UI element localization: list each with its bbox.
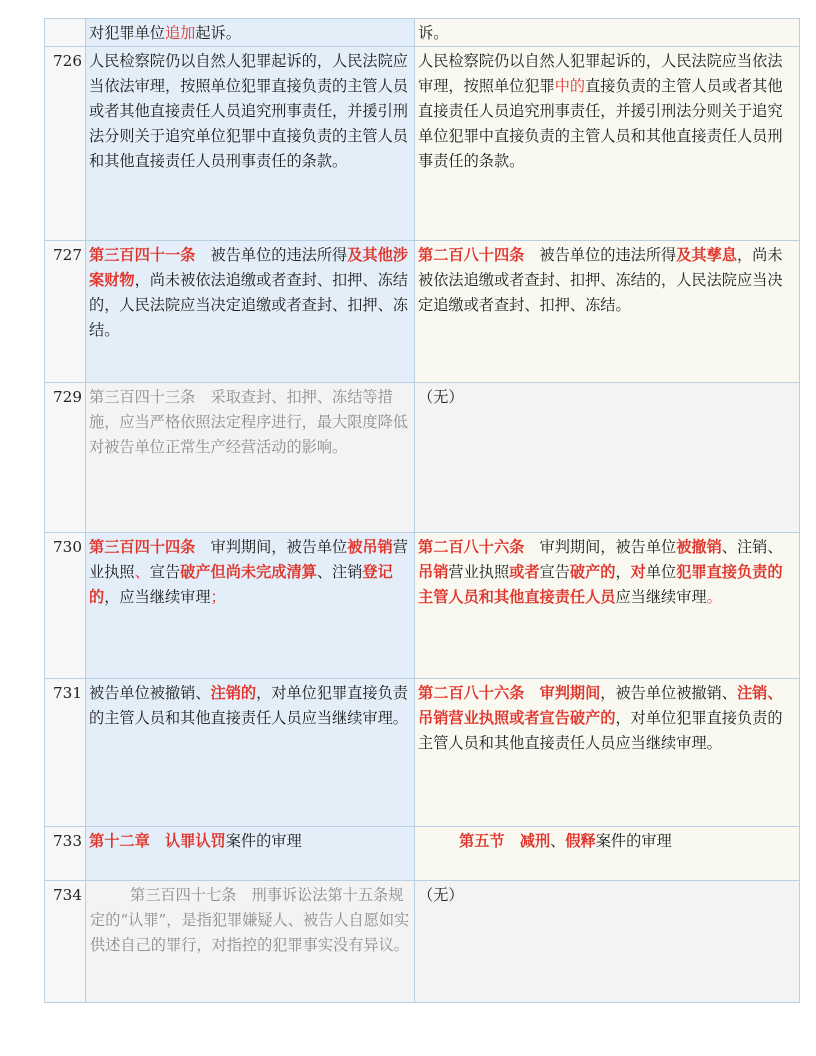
text-segment: 被撤销 xyxy=(676,538,722,556)
text-segment: 第二百八十六条 xyxy=(418,538,525,556)
text-segment: 人民检察院仍以自然人犯罪起诉的，人民法院应当依法审理，按照单位犯罪直接负责的主管人员或者其他直接责任人员追究刑事责任，并援引刑法分则关于追究单位犯罪中直接负责的主管人员和其他直接责任人员刑事责任的条款。 xyxy=(89,52,408,170)
row-number: 734 xyxy=(45,881,86,1003)
text-segment: ，对单位犯罪直接负责的主管人员和其他直接责任人员应当继续审理。 xyxy=(418,709,783,752)
text-segment: 中的 xyxy=(554,77,586,95)
text-segment: 登记的 xyxy=(89,563,393,606)
text-segment: 案件的审理 xyxy=(595,832,672,850)
text-segment: 第五节 减刑 xyxy=(459,832,551,850)
new-rule-cell xyxy=(86,533,415,679)
table-row xyxy=(45,241,800,383)
row-number: 727 xyxy=(45,241,86,383)
text-segment: 。 xyxy=(706,588,722,606)
table-row xyxy=(45,533,800,679)
text-segment: 假释 xyxy=(565,832,596,850)
text-segment: 起诉。 xyxy=(195,24,241,42)
text-segment: 营业执照 xyxy=(89,538,408,581)
text-segment: 第三百四十七条 刑事诉讼法第十五条规定的“认罪”，是指犯罪嫌疑人、被告人自愿如实供述自己的罪行，对指控的犯罪事实没有异议。 xyxy=(90,886,410,954)
text-segment: 单位 xyxy=(645,563,677,581)
old-rule-cell xyxy=(415,533,800,679)
text-segment: 营业执照 xyxy=(448,563,510,581)
text-segment: 追加 xyxy=(164,24,196,42)
text-segment: 及其孳息 xyxy=(676,246,737,264)
old-rule-cell xyxy=(415,679,800,827)
text-segment: 、 xyxy=(134,563,150,581)
text-segment: （无） xyxy=(418,388,464,406)
text-segment: 、注销、 xyxy=(721,538,783,556)
new-rule-cell xyxy=(86,881,415,1003)
text-segment: ，对单位犯罪直接负责的主管人员和其他直接责任人员应当继续审理。 xyxy=(89,684,408,727)
text-segment: 被吊销 xyxy=(347,538,393,556)
text-segment: 第三百四十三条 采取查封、扣押、冻结等措施，应当严格依照法定程序进行，最大限度降低对被告单位正常生产经营活动的影响。 xyxy=(89,388,408,456)
old-rule-cell xyxy=(415,241,800,383)
text-segment: 破产的 xyxy=(569,563,616,581)
text-segment: 对 xyxy=(630,563,646,581)
new-rule-cell xyxy=(86,19,415,47)
text-segment: ， xyxy=(615,563,631,581)
table-row xyxy=(45,47,800,241)
text-segment: 注销、吊销营业执照或者宣告破产的 xyxy=(418,684,783,727)
old-rule-cell xyxy=(415,19,800,47)
table-row xyxy=(45,679,800,827)
row-number xyxy=(45,19,86,47)
text-segment: 或者 xyxy=(509,563,540,581)
text-segment: 、注销 xyxy=(316,563,363,581)
text-segment: 被告单位被撤销、 xyxy=(89,684,211,702)
text-segment: 人民检察院仍以自然人犯罪起诉的，人民法院应当依法审理，按照单位犯罪 xyxy=(418,52,783,95)
text-segment: 直接负责的主管人员或者其他直接责任人员追究刑事责任，并援引刑法分则关于追究单位犯罪中直接负责的主管人员和其他直接责任人员刑事责任的条款。 xyxy=(418,77,783,170)
table-body xyxy=(45,19,800,1003)
text-segment: 第三百四十四条 xyxy=(89,538,196,556)
text-segment: 吊销 xyxy=(418,563,449,581)
text-segment: 第三百四十一条 xyxy=(89,246,196,264)
old-rule-cell xyxy=(415,881,800,1003)
text-segment: 诉。 xyxy=(418,24,449,42)
new-rule-cell xyxy=(86,47,415,241)
row-number: 731 xyxy=(45,679,86,827)
text-segment: 第二百八十四条 xyxy=(418,246,525,264)
row-number: 726 xyxy=(45,47,86,241)
text-segment: 应当继续审理 xyxy=(615,588,707,606)
table-row xyxy=(45,383,800,533)
text-segment: 注销的 xyxy=(210,684,257,702)
text-segment: 案件的审理 xyxy=(225,832,302,850)
text-segment: 审判期间，被告单位 xyxy=(524,538,677,556)
text-segment: ，尚未被依法追缴或者查封、扣押、冻结的，人民法院应当决定追缴或者查封、扣押、冻结。 xyxy=(89,271,408,339)
old-rule-cell xyxy=(415,827,800,881)
text-segment: ； xyxy=(210,588,226,606)
table-row xyxy=(45,881,800,1003)
text-segment: 、 xyxy=(550,832,566,850)
table-row xyxy=(45,827,800,881)
text-segment: 第二百八十六条 审判期间 xyxy=(418,684,601,702)
text-segment: （无） xyxy=(418,886,464,904)
old-rule-cell xyxy=(415,383,800,533)
text-segment: 被告单位的违法所得 xyxy=(195,246,348,264)
new-rule-cell xyxy=(86,827,415,881)
text-segment: 被告单位的违法所得 xyxy=(524,246,677,264)
text-segment: 犯罪直接负责的主管人员和其他直接责任人员 xyxy=(418,563,783,606)
text-segment: 对犯罪单位 xyxy=(89,24,165,42)
comparison-table xyxy=(44,18,800,1003)
row-number: 729 xyxy=(45,383,86,533)
text-segment: 及其他涉案财物 xyxy=(89,246,408,289)
text-segment: ，尚未被依法追缴或者查封、扣押、冻结的，人民法院应当决定追缴或者查封、扣押、冻结。 xyxy=(418,246,783,314)
table-row xyxy=(45,19,800,47)
text-segment: ，被告单位被撤销、 xyxy=(600,684,737,702)
new-rule-cell xyxy=(86,241,415,383)
text-segment: 宣告 xyxy=(539,563,570,581)
row-number: 733 xyxy=(45,827,86,881)
text-segment: 破产但尚未完成清算 xyxy=(180,563,317,581)
row-number: 730 xyxy=(45,533,86,679)
new-rule-cell xyxy=(86,679,415,827)
text-segment: 第十二章 认罪认罚 xyxy=(89,832,226,850)
old-rule-cell xyxy=(415,47,800,241)
text-segment: ，应当继续审理 xyxy=(104,588,211,606)
text-segment: 宣告 xyxy=(149,563,181,581)
new-rule-cell xyxy=(86,383,415,533)
text-segment: 审判期间，被告单位 xyxy=(195,538,348,556)
